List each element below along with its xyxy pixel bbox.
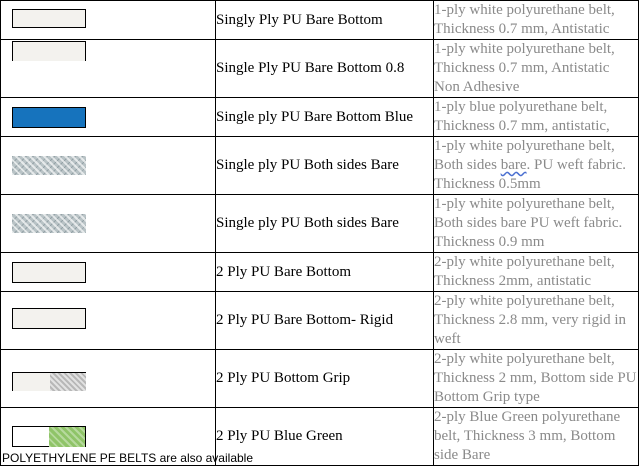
table-row — [1, 292, 639, 350]
belt-description: 2-ply white polyurethane belt, Thickness 2mm, antistatic — [434, 253, 639, 292]
blue-green-belt-swatch — [12, 426, 86, 447]
belt-swatch-cell — [1, 292, 216, 350]
footnote: POLYETHYLENE PE BELTS are also available — [2, 451, 254, 465]
white-belt-swatch — [12, 308, 86, 329]
white-top-half — [13, 373, 50, 391]
belt-swatch-cell — [1, 40, 216, 98]
textured-belt-swatch — [12, 214, 86, 233]
belt-description: 2-ply Blue Green polyurethane belt, Thickness 3 mm, Bottom side Bare — [434, 408, 639, 466]
belt-description: 1-ply white polyurethane belt, Thickness 0.7 mm, Antistatic — [434, 1, 639, 40]
textured-belt-swatch — [12, 156, 86, 175]
table-row — [1, 137, 639, 195]
grey-grip-half — [50, 373, 87, 391]
table-row — [1, 1, 639, 40]
belt-swatch-cell — [1, 137, 216, 195]
blue-belt-swatch — [12, 107, 86, 128]
desc-part: 1-ply white polyurethane belt, Both sides — [434, 138, 615, 173]
green-half — [49, 427, 86, 447]
table-row — [1, 253, 639, 292]
white-belt-swatch — [12, 9, 86, 28]
spellcheck-underlined-word: bare — [500, 157, 527, 173]
grip-belt-swatch — [12, 372, 86, 391]
belt-name: Single ply PU Both sides Bare — [216, 137, 434, 195]
table-row — [1, 195, 639, 253]
belt-description — [434, 137, 639, 195]
belt-name: 2 Ply PU Bare Bottom- Rigid — [216, 292, 434, 350]
desc-part: . PU weft fabric. Thickness 0.5mm — [434, 157, 627, 192]
belt-name: Single ply PU Both sides Bare — [216, 195, 434, 253]
belt-swatch-cell — [1, 350, 216, 408]
table-row — [1, 350, 639, 408]
belt-name: 2 Ply PU Bottom Grip — [216, 350, 434, 408]
belt-swatch-cell — [1, 1, 216, 40]
belt-description: 2-ply white polyurethane belt, Thickness 2 mm, Bottom side PU Bottom Grip type — [434, 350, 639, 408]
belt-name: Single Ply PU Bare Bottom 0.8 — [216, 40, 434, 98]
belt-swatch-cell — [1, 253, 216, 292]
belt-name: 2 Ply PU Bare Bottom — [216, 253, 434, 292]
belt-description: 2-ply white polyurethane belt, Thickness 2.8 mm, very rigid in weft — [434, 292, 639, 350]
white-half — [13, 427, 49, 447]
table-row — [1, 40, 639, 98]
belt-description: 1-ply white polyurethane belt, Both sides bare PU weft fabric. Thickness 0.9 mm — [434, 195, 639, 253]
belt-name: Singly Ply PU Bare Bottom — [216, 1, 434, 40]
belt-swatch-cell — [1, 195, 216, 253]
white-belt-swatch — [12, 41, 86, 61]
white-belt-swatch — [12, 262, 86, 283]
belt-name: Single ply PU Bare Bottom Blue — [216, 98, 434, 137]
table-row — [1, 98, 639, 137]
belt-description: 1-ply blue polyurethane belt, Thickness 0.7 mm, antistatic, — [434, 98, 639, 137]
belt-name: 2 Ply PU Blue Green — [216, 408, 434, 466]
belt-swatch-cell — [1, 98, 216, 137]
belt-description: 1-ply white polyurethane belt, Thickness 0.7 mm, Antistatic Non Adhesive — [434, 40, 639, 98]
